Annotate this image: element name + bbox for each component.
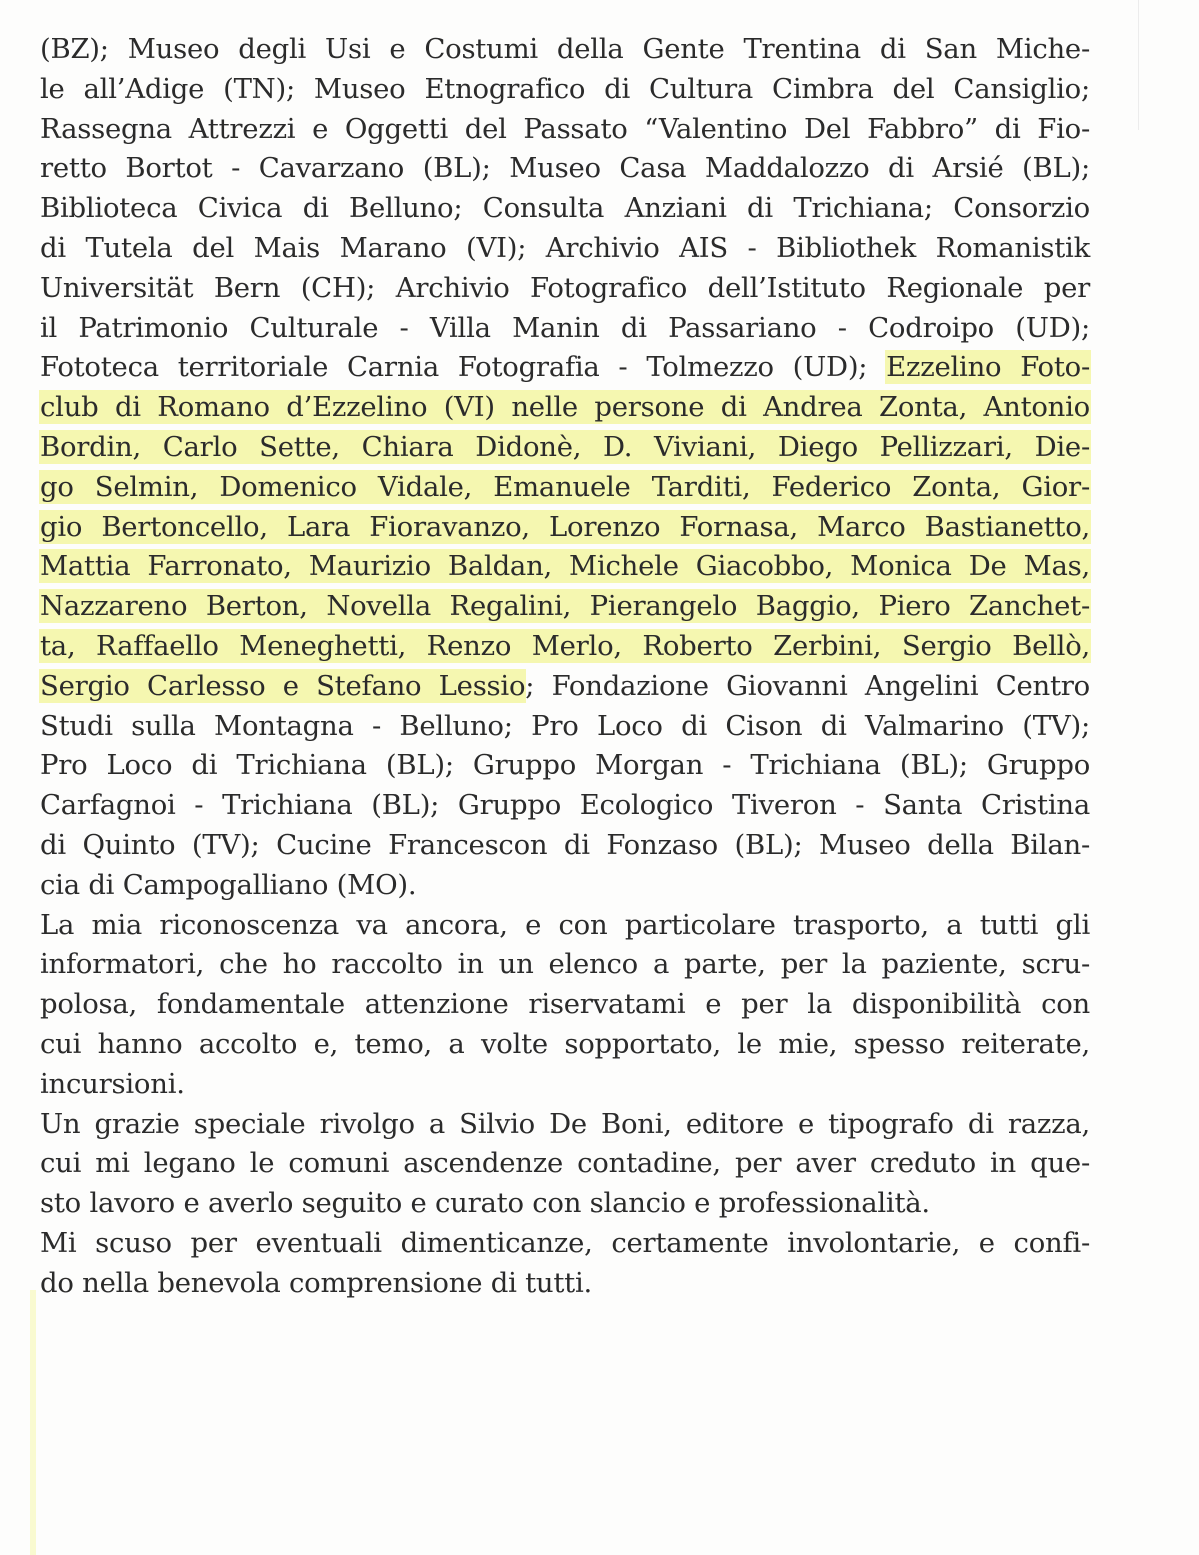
highlighted-text: Nazzareno Berton, Novella Regalini, Pierangelo Baggio, Piero Zanchet- xyxy=(40,590,1090,623)
scan-gutter-line xyxy=(1138,0,1139,130)
text-line: Studi sulla Montagna - Belluno; Pro Loco di Cison di Valmarino (TV); xyxy=(40,709,1090,742)
text-line: cui mi legano le comuni ascendenze contadine, per aver creduto in que- xyxy=(40,1147,1090,1180)
text-line xyxy=(40,627,1090,667)
text-line: Biblioteca Civica di Belluno; Consulta Anziani di Trichiana; Consorzio xyxy=(40,192,1090,225)
body-text xyxy=(40,30,1090,1304)
paragraph-publisher-thanks xyxy=(40,1105,1090,1224)
paragraph-apology xyxy=(40,1224,1090,1304)
text-line: cia di Campogalliano (MO). xyxy=(40,868,417,901)
text-line: Mi scuso per eventuali dimenticanze, certamente involontarie, e confi- xyxy=(40,1226,1090,1259)
text-line: informatori, che ho raccolto in un elenco a parte, per la paziente, scru- xyxy=(40,948,1090,981)
text-line: polosa, fondamentale attenzione riservatami e per la disponibilità con xyxy=(40,988,1090,1021)
text-line: il Patrimonio Culturale - Villa Manin di Passariano - Codroipo (UD); xyxy=(40,311,1090,344)
highlighted-text: Bordin, Carlo Sette, Chiara Didonè, D. Viviani, Diego Pellizzari, Die- xyxy=(40,430,1090,463)
text-line: La mia riconoscenza va ancora, e con particolare trasporto, a tutti gli xyxy=(40,908,1090,941)
text-line: cui hanno accolto e, temo, a volte sopportato, le mie, spesso reiterate, xyxy=(40,1027,1090,1060)
highlighter-mark xyxy=(30,1290,36,1555)
text-line xyxy=(40,428,1090,468)
text-line xyxy=(40,508,1090,548)
text-line xyxy=(40,547,1090,587)
text-line: Sergio Carlesso e Stefano Lessio; Fondazione Giovanni Angelini Centro xyxy=(40,669,1090,702)
text-line: le all’Adige (TN); Museo Etnografico di Cultura Cimbra del Cansiglio; xyxy=(40,72,1090,105)
text-line: Universität Bern (CH); Archivio Fotografico dell’Istituto Regionale per xyxy=(40,271,1090,304)
text-line: di Quinto (TV); Cucine Francescon di Fonzaso (BL); Museo della Bilan- xyxy=(40,828,1090,861)
text-line: di Tutela del Mais Marano (VI); Archivio AIS - Bibliothek Romanistik xyxy=(40,231,1090,264)
text-line: do nella benevola comprensione di tutti. xyxy=(40,1266,593,1299)
text-line: retto Bortot - Cavarzano (BL); Museo Casa Maddalozzo di Arsié (BL); xyxy=(40,152,1090,185)
highlighted-text: go Selmin, Domenico Vidale, Emanuele Tarditi, Federico Zonta, Gior- xyxy=(40,470,1090,503)
text-line: Pro Loco di Trichiana (BL); Gruppo Morgan - Trichiana (BL); Gruppo xyxy=(40,749,1090,782)
text-line: Rassegna Attrezzi e Oggetti del Passato “Valentino Del Fabbro” di Fio- xyxy=(40,112,1090,145)
text-line xyxy=(40,587,1090,627)
highlighted-text: club di Romano d’Ezzelino (VI) nelle persone di Andrea Zonta, Antonio xyxy=(40,391,1090,424)
text-line xyxy=(40,388,1090,428)
highlighted-text: ta, Raffaello Meneghetti, Renzo Merlo, Roberto Zerbini, Sergio Bellò, xyxy=(40,629,1090,662)
text-line: sto lavoro e averlo seguito e curato con slancio e professionalità. xyxy=(40,1187,930,1220)
text-line: (BZ); Museo degli Usi e Costumi della Gente Trentina di San Miche- xyxy=(40,33,1090,65)
text-line: incursioni. xyxy=(40,1067,185,1100)
highlighted-text: Ezzelino Foto- xyxy=(886,351,1090,384)
text-line xyxy=(40,468,1090,508)
text-line: Fototeca territoriale Carnia Fotografia - Tolmezzo (UD); Ezzelino Foto- xyxy=(40,351,1090,384)
highlighted-text: gio Bertoncello, Lara Fioravanzo, Lorenzo Fornasa, Marco Bastianetto, xyxy=(40,510,1090,543)
text-line: Un grazie speciale rivolgo a Silvio De Boni, editore e tipografo di razza, xyxy=(40,1107,1090,1140)
text-line: Carfagnoi - Trichiana (BL); Gruppo Ecologico Tiveron - Santa Cristina xyxy=(40,789,1090,822)
paragraph-informants xyxy=(40,906,1090,1105)
highlighted-text: Sergio Carlesso e Stefano Lessio xyxy=(40,669,526,702)
paragraph-acknowledgements-list xyxy=(40,30,1090,906)
highlighted-text: Mattia Farronato, Maurizio Baldan, Michele Giacobbo, Monica De Mas, xyxy=(40,550,1090,583)
